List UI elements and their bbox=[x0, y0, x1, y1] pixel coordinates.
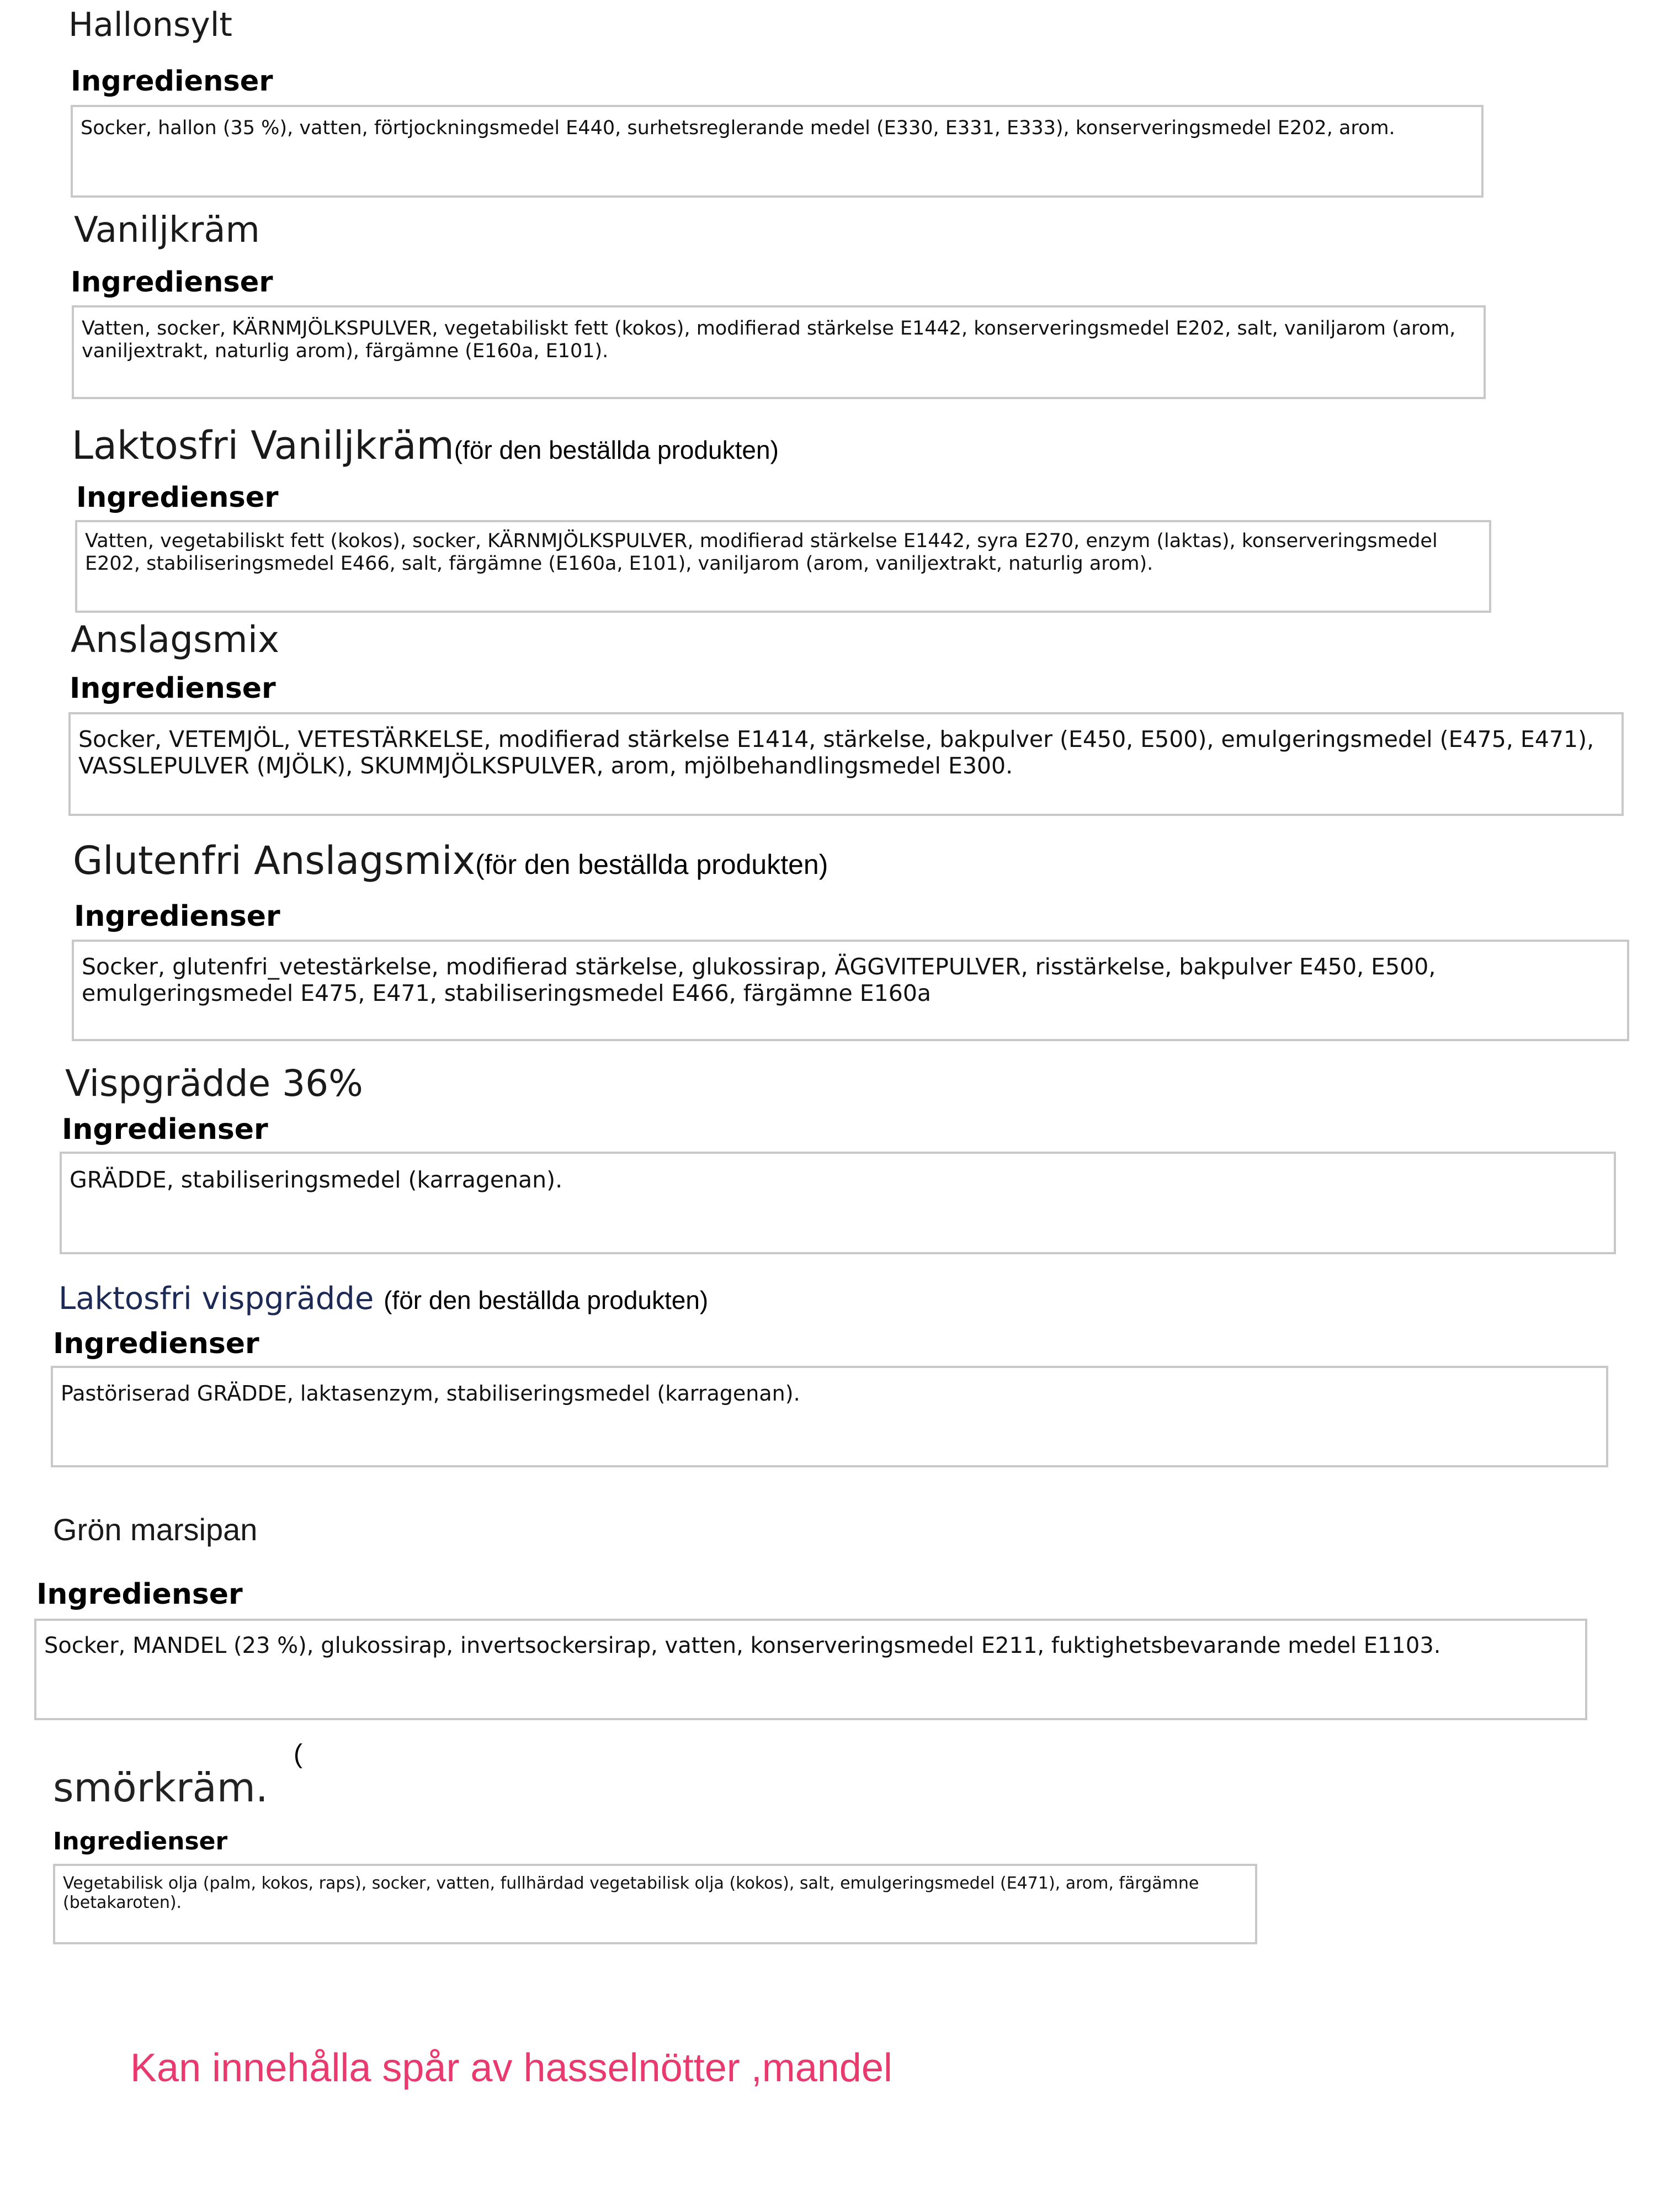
product-title: Hallonsylt bbox=[68, 6, 232, 44]
product-title: Glutenfri Anslagsmix(för den beställda produkten) bbox=[73, 838, 828, 883]
product-title: Laktosfri vispgrädde (för den beställda produkten) bbox=[59, 1281, 709, 1317]
ingredients-heading: Ingredienser bbox=[71, 65, 273, 98]
ingredients-heading: Ingredienser bbox=[71, 266, 273, 299]
ingredients-box: Socker, MANDEL (23 %), glukossirap, invertsockersirap, vatten, konserveringsmedel E211, fuktighetsbevarande medel E1103. bbox=[34, 1619, 1587, 1720]
ingredients-box: Socker, glutenfri_vetestärkelse, modifierad stärkelse, glukossirap, ÄGGVITEPULVER, risstärkelse, bakpulver E450, E500, emulgeringsmedel E475, E471, stabiliseringsmedel E466, färgämne E160a bbox=[72, 940, 1629, 1041]
stray-parenthesis: ( bbox=[294, 1740, 302, 1769]
ingredients-box: Vatten, socker, KÄRNMJÖLKSPULVER, vegetabiliskt fett (kokos), modifierad stärkelse E1442, konserveringsmedel E202, salt, vaniljarom (arom, vaniljextrakt, naturlig arom), färgämne (E160a, E101). bbox=[72, 305, 1486, 399]
ingredients-heading: Ingredienser bbox=[53, 1327, 259, 1360]
ingredients-box: Vatten, vegetabiliskt fett (kokos), socker, KÄRNMJÖLKSPULVER, modifierad stärkelse E1442, syra E270, enzym (laktas), konserveringsmedel E202, stabiliseringsmedel E466, salt, färgämne (E160a, E101), vaniljarom (arom, vaniljextrakt, naturlig arom). bbox=[75, 520, 1491, 613]
ingredients-box: Pastöriserad GRÄDDE, laktasenzym, stabiliseringsmedel (karragenan). bbox=[51, 1366, 1608, 1467]
ingredients-heading: Ingredienser bbox=[76, 481, 279, 514]
order-note: (för den beställda produkten) bbox=[384, 1286, 709, 1314]
allergen-note: Kan innehålla spår av hasselnötter ,mandel bbox=[130, 2046, 892, 2090]
product-title: Grön marsipan bbox=[53, 1512, 258, 1547]
ingredients-box: GRÄDDE, stabiliseringsmedel (karragenan). bbox=[60, 1152, 1616, 1254]
ingredients-box: Socker, VETEMJÖL, VETESTÄRKELSE, modifierad stärkelse E1414, stärkelse, bakpulver (E450, E500), emulgeringsmedel (E475, E471), VASSLEPULVER (MJÖLK), SKUMMJÖLKSPULVER, arom, mjölbehandlingsmedel E300. bbox=[68, 712, 1624, 816]
product-title: smörkräm. bbox=[53, 1764, 268, 1811]
product-title: Vispgrädde 36% bbox=[65, 1062, 363, 1105]
ingredients-heading: Ingredienser bbox=[62, 1113, 268, 1146]
order-note: (för den beställda produkten) bbox=[454, 436, 779, 464]
ingredients-heading: Ingredienser bbox=[70, 672, 276, 705]
ingredients-heading: Ingredienser bbox=[36, 1578, 243, 1611]
ingredients-heading: Ingredienser bbox=[53, 1827, 228, 1855]
ingredients-box: Socker, hallon (35 %), vatten, förtjockningsmedel E440, surhetsreglerande medel (E330, E331, E333), konserveringsmedel E202, arom. bbox=[71, 105, 1484, 198]
ingredients-box: Vegetabilisk olja (palm, kokos, raps), socker, vatten, fullhärdad vegetabilisk olja (kokos), salt, emulgeringsmedel (E471), arom, färgämne (betakaroten). bbox=[53, 1864, 1257, 1944]
product-title: Laktosfri Vaniljkräm(för den beställda produkten) bbox=[72, 423, 779, 468]
product-title: Vaniljkräm bbox=[74, 210, 260, 251]
ingredients-heading: Ingredienser bbox=[74, 900, 280, 933]
order-note: (för den beställda produkten) bbox=[475, 849, 828, 880]
product-title: Anslagsmix bbox=[71, 618, 280, 661]
